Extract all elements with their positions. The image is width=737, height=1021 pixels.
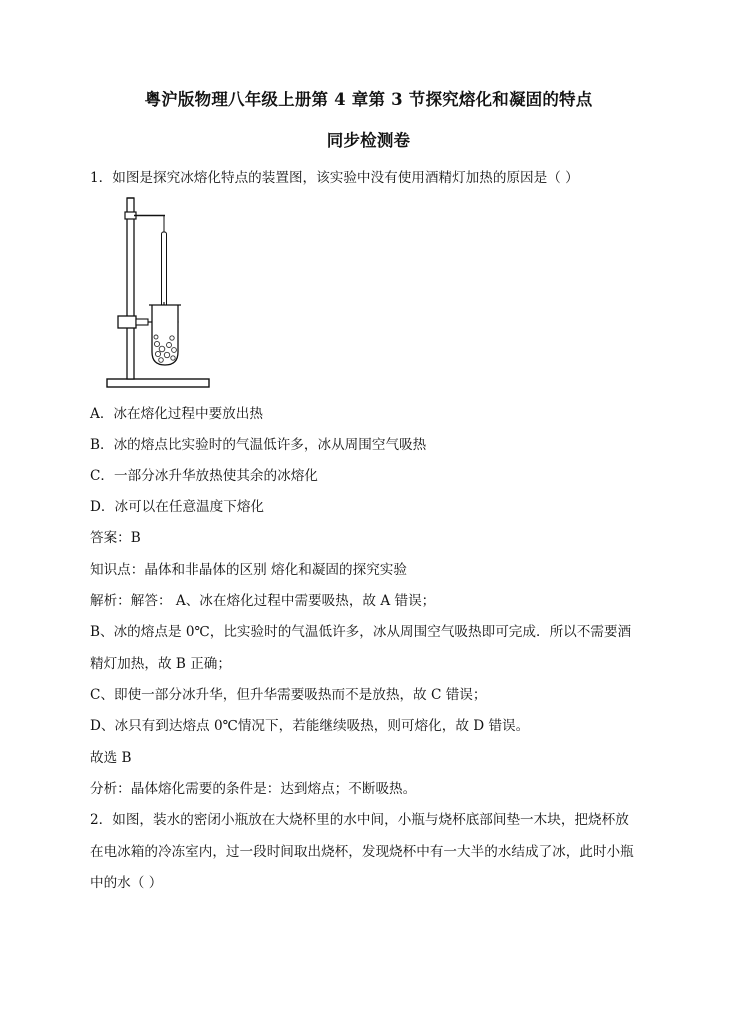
question-1-stem: 1．如图是探究冰熔化特点的装置图，该实验中没有使用酒精灯加热的原因是（ ） <box>90 170 579 186</box>
iron-stand-diagram <box>90 192 220 397</box>
question-1-analysis-line-2: B、冰的熔点是 0℃，比实验时的气温低许多，冰从周围空气吸热即可完成．所以不需要酒 <box>90 624 632 640</box>
question-2-stem-line-1: 2．如图，装水的密闭小瓶放在大烧杯里的水中间，小瓶与烧杯底部间垫一木块，把烧杯放 <box>90 812 629 828</box>
document-title-line1: 粤沪版物理八年级上册第 4 章第 3 节探究熔化和凝固的特点 <box>144 90 593 109</box>
question-1-knowledge: 知识点：晶体和非晶体的区别 熔化和凝固的探究实验 <box>90 562 407 578</box>
question-1-summary: 分析：晶体熔化需要的条件是：达到熔点；不断吸热。 <box>90 781 417 797</box>
question-1-analysis-line-1: 解析：解答： A、冰在熔化过程中需要吸热，故 A 错误； <box>90 593 436 609</box>
question-2-stem-line-2: 在电冰箱的冷冻室内，过一段时间取出烧杯，发现烧杯中有一大半的水结成了冰，此时小瓶 <box>90 844 634 860</box>
question-1-answer: 答案：B <box>90 530 141 546</box>
question-1-analysis-line-5: D、冰只有到达熔点 0℃情况下，若能继续吸热，则可熔化，故 D 错误。 <box>90 718 530 734</box>
question-1-option-b: B．冰的熔点比实验时的气温低许多，冰从周围空气吸热 <box>90 437 427 453</box>
document-title-line2: 同步检测卷 <box>326 131 411 150</box>
question-1-analysis-line-3: 精灯加热，故 B 正确； <box>90 656 231 672</box>
question-1-option-c: C．一部分冰升华放热使其余的冰熔化 <box>90 468 318 484</box>
ice-melting-apparatus-figure <box>90 192 220 397</box>
question-1-choice: 故选 B <box>90 750 132 766</box>
question-2-stem-line-3: 中的水（ ） <box>90 875 163 891</box>
question-1-option-a: A．冰在熔化过程中要放出热 <box>90 406 263 422</box>
question-1-option-d: D．冰可以在任意温度下熔化 <box>90 499 265 515</box>
question-1-analysis-line-4: C、即使一部分冰升华，但升华需要吸热而不是放热，故 C 错误； <box>90 687 487 703</box>
